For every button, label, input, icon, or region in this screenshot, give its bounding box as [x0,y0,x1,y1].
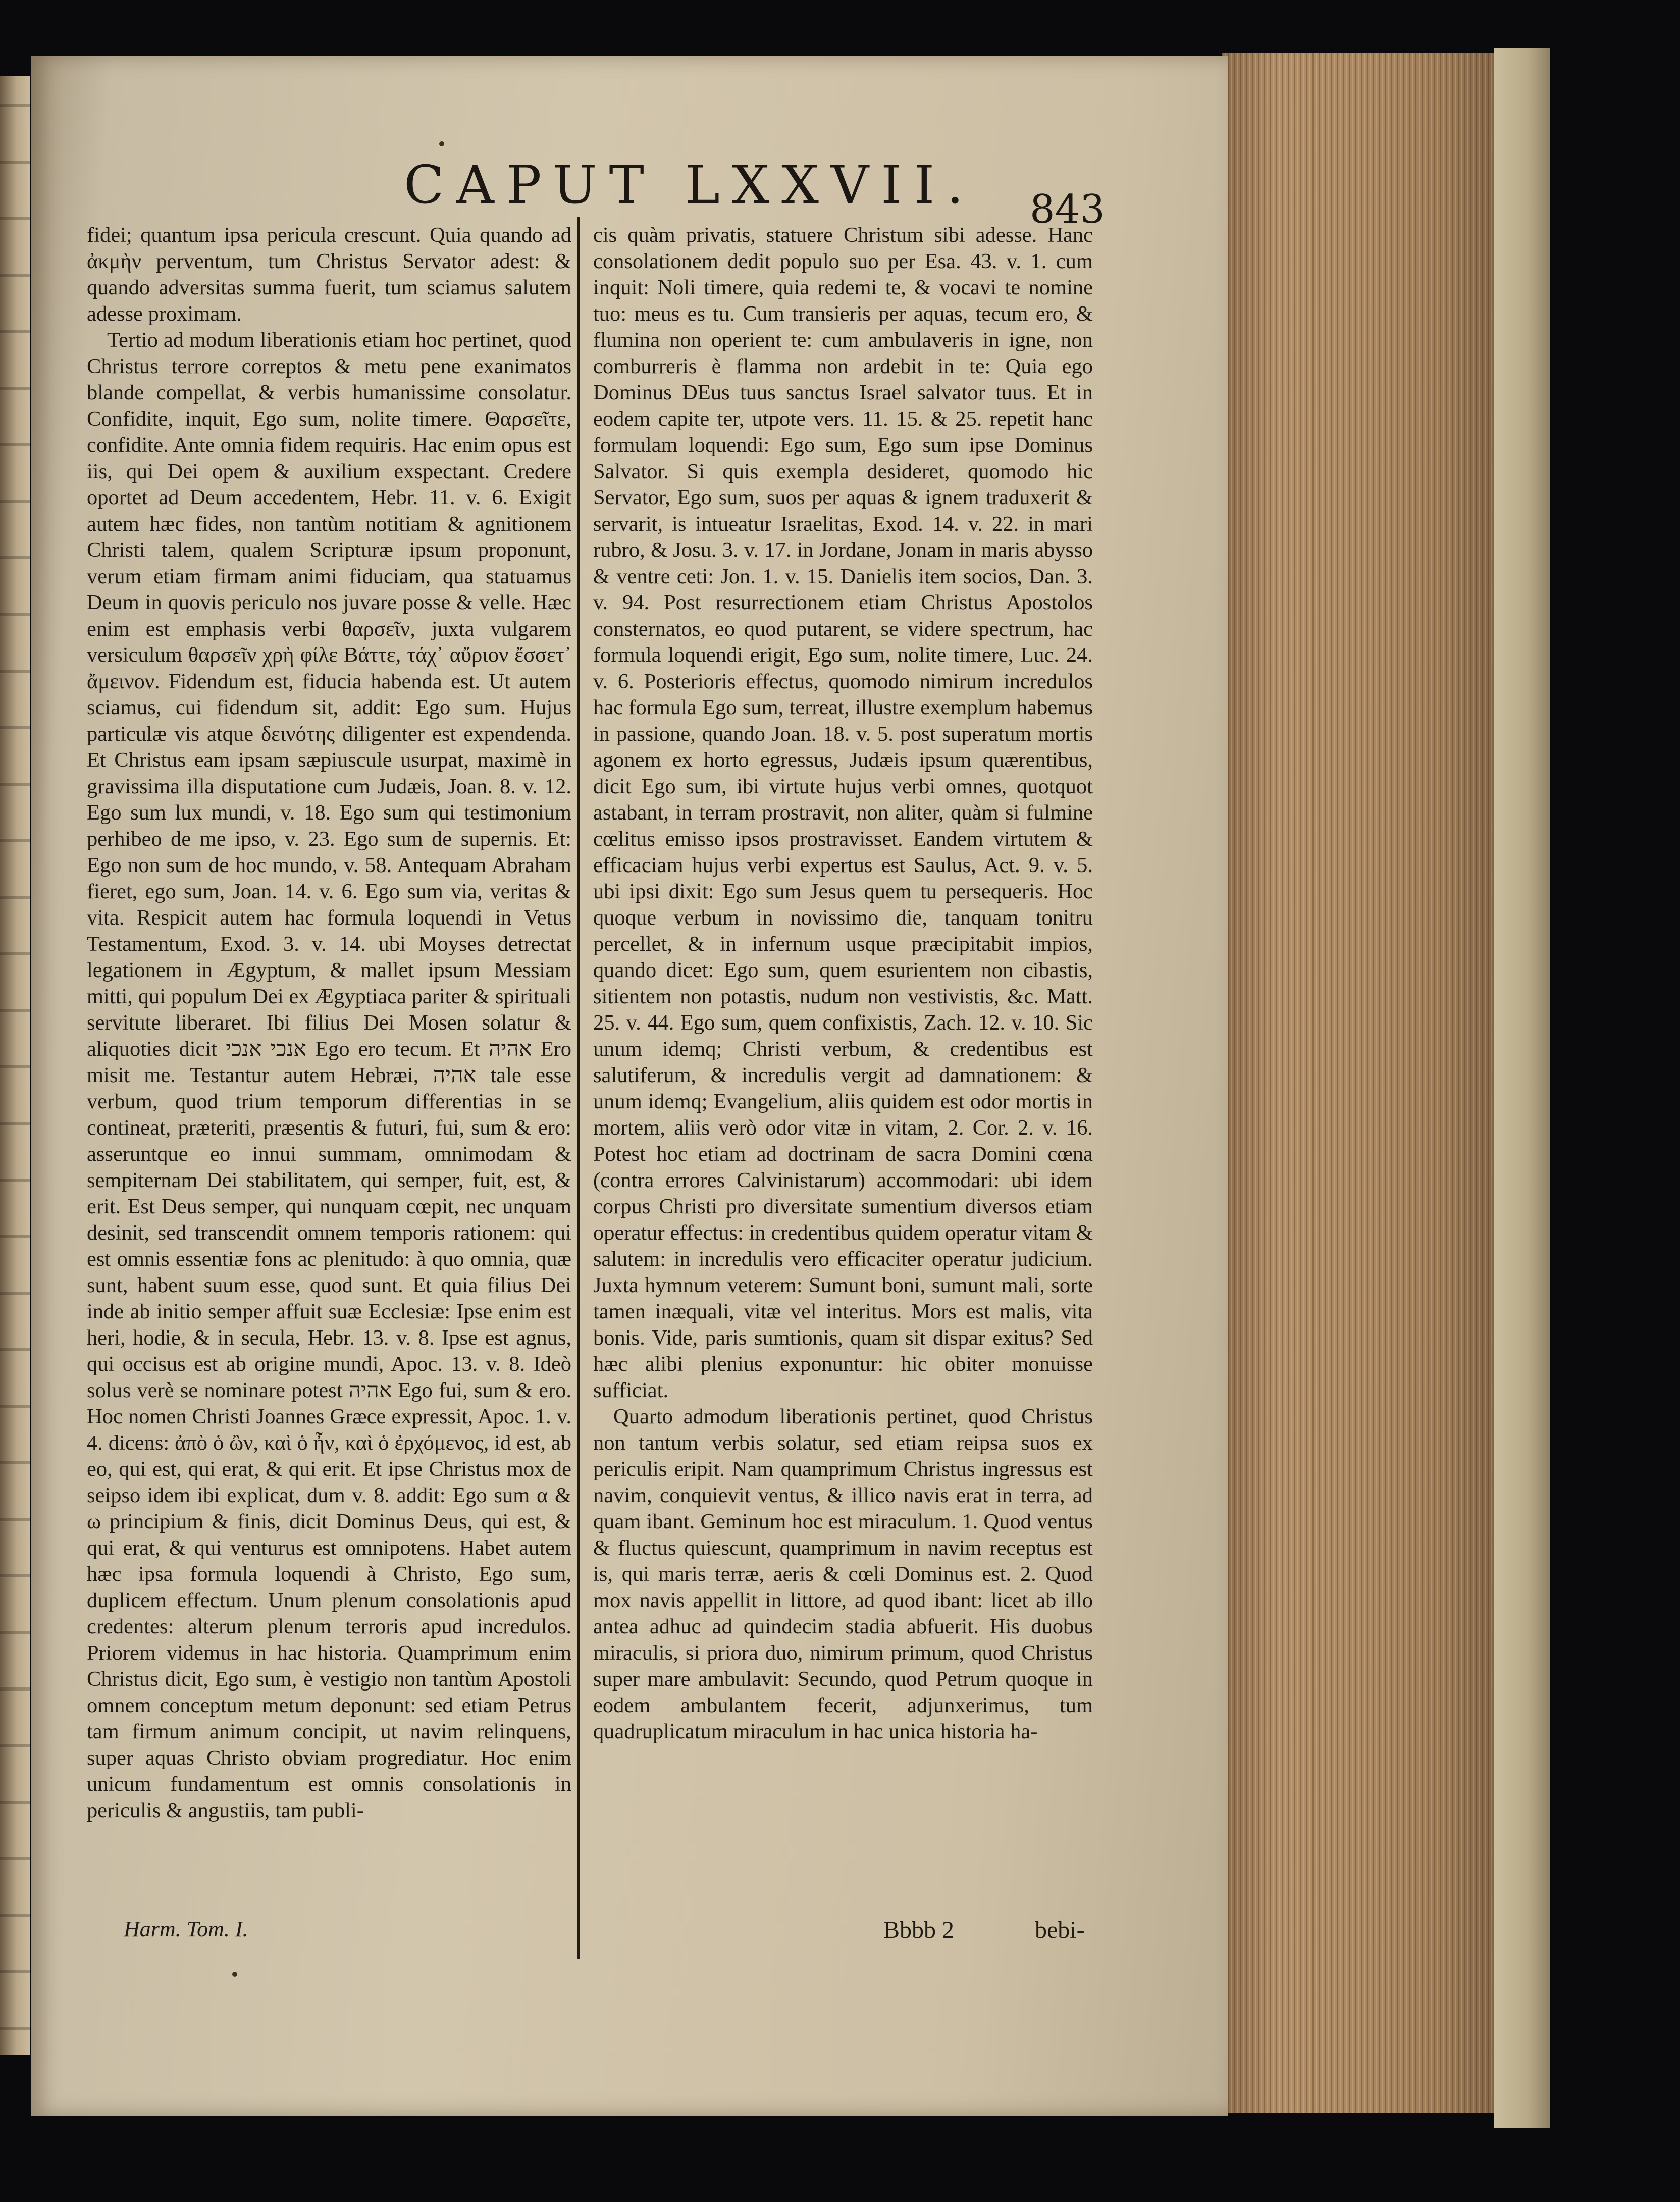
catchword: bebi- [1035,1917,1085,1943]
book-cover-board [1494,48,1550,2128]
gathering-signature-mark: Bbbb 2 [883,1917,955,1943]
book-fore-edge [1222,53,1504,2113]
facing-page-text-fragment [0,76,30,2055]
volume-signature: Harm. Tom. I. [124,1917,248,1941]
left-column [87,222,571,1824]
ink-speck [232,1972,237,1977]
page-number: 843 [1030,187,1105,232]
right-paragraph-1: cis quàm privatis, statuere Christum sibi adesse. Hanc consolationem dedit populo suo per Esa. 43. v. 1. cum inquit: Noli timere, quia redemi te, & vocavi te nomine tuo: meus es tu. Cum transieris per aquas, tecum ero, & flumina non operient te: cum ambulaveris in igne, non comburreris è flamma non ardebit in te: Quia ego Dominus DEus tuus sanctus Israel salvator tuus. Et in eodem capite ter, utpote vers. 11. 15. & 25. repetit hanc formulam loquendi: Ego sum, Ego sum ipse Dominus Salvator. Si quis exempla desideret, quomodo hic Servator, Ego sum, suos per aquas & ignem traduxerit & servarit, is intueatur Israelitas, Exod. 14. v. 22. in mari rubro, & Josu. 3. v. 17. in Jordane, Jonam in maris abysso & ventre ceti: Jon. 1. v. 15. Danielis item socios, Dan. 3. v. 94. Post resurrectionem etiam Christus Apostolos consternatos, eo quod putarent, se videre spectrum, hac formula loquendi erigit, Ego sum, nolite timere, Luc. 24. v. 6. Posterioris effectus, quomodo nimirum incredulos hac formula Ego sum, terreat, illustre exemplum habemus in passione, quando Joan. 18. v. 5. post superatum mortis agonem ex horto egressus, Judæis ipsum quærentibus, dicit Ego sum, ibi virtute hujus verbi omnes, quotquot astabant, in terram prostravit, non aliter, quàm si fulmine cœlitus emisso ipsos prostravisset. Eandem virtutem & efficaciam hujus verbi expertus est Saulus, Act. 9. v. 5. ubi ipsi dixit: Ego sum Jesus quem tu persequeris. Hoc quoque verbum in novissimo die, tanquam tonitru percellet, & in infernum usque præcipitabit impios, quando dicet: Ego sum, quem esurientem non cibastis, sitientem non potastis, nudum non vestivistis, &c. Matt. 25. v. 44. Ego sum, quem confixistis, Zach. 12. v. 10. Sic unum idemq; Christi verbum, & credentibus est salutiferum, & incredulis vergit ad damnationem: & unum idemq; Evangelium, aliis quidem est odor mortis in mortem, aliis verò odor vitæ in vitam, 2. Cor. 2. v. 16. Potest hoc etiam ad doctrinam de sacra Domini cœna (contra errores Calvinistarum) accommodari: ubi idem corpus Christi pro diversitate sumentium diversos etiam operatur effectus: in credentibus quidem operatur vitam & salutem: in incredulis vero efficaciter operatur judicium. Juxta hymnum veterem: Sumunt boni, sumunt mali, sorte tamen inæquali, vitæ vel interitus. Mors est malis, vita bonis. Vide, paris sumtionis, quam sit dispar exitus? Sed hæc alibi plenius exponuntur: hic obiter monuisse sufficiat. [593,223,1093,1402]
left-paragraph-2: Tertio ad modum liberationis etiam hoc pertinet, quod Christus terrore correptos & metu pene exanimatos blande compellat, & verbis humanissime consolatur. Confidite, inquit, Ego sum, nolite timere. Θαρσεῖτε, confidite. Ante omnia fidem requiris. Hac enim opus est iis, qui Dei opem & auxilium exspectant. Credere oportet ad Deum accedentem, Hebr. 11. v. 6. Exigit autem hæc fides, non tantùm notitiam & agnitionem Christi talem, qualem Scripturæ ipsum proponunt, verum etiam firmam animi fiduciam, qua statuamus Deum in quovis periculo nos juvare posse & velle. Hæc enim est emphasis verbi θαρσεῖν, juxta vulgarem versiculum θαρσεῖν χρὴ φίλε Βάττε, τάχ᾽ αὔριον ἔσσετ᾽ ἄμεινον. Fidendum est, fiducia habenda est. Ut autem sciamus, cui fidendum sit, addit: Ego sum. Hujus particulæ vis atque δεινότης diligenter est expendenda. Et Christus eam ipsam sæpiuscule usurpat, maximè in gravissima illa disputatione cum Judæis, Joan. 8. v. 12. Ego sum lux mundi, v. 18. Ego sum qui testimonium perhibeo de me ipso, v. 23. Ego sum de supernis. Et: Ego non sum de hoc mundo, v. 58. Antequam Abraham fieret, ego sum, Joan. 14. v. 6. Ego sum via, veritas & vita. Respicit autem hac formula loquendi in Vetus Testamentum, Exod. 3. v. 14. ubi Moyses detrectat legationem in Ægyptum, & mallet ipsum Messiam mitti, qui populum Dei ex Ægyptiaca pariter & spirituali servitute liberaret. Ibi filius Dei Mosen solatur & aliquoties dicit אנכי אנכי Ego ero tecum. Et אהיה Ero misit me. Testantur autem Hebræi, אהיה tale esse verbum, quod trium temporum differentias in se contineat, præteriti, præsentis & futuri, fui, sum & ero: asseruntque eo innui summam, omnimodam & sempiternam Dei stabilitatem, qui semper, fuit, est, & erit. Est Deus semper, qui nunquam cœpit, nec unquam desinit, sed transcendit omnem temporis rationem: qui est omnis essentiæ fons ac plenitudo: à quo omnia, quæ sunt, habent suum esse, quod sunt. Et quia filius Dei inde ab initio semper affuit suæ Ecclesiæ: Ipse enim est heri, hodie, & in secula, Hebr. 13. v. 8. Ipse est agnus, qui occisus est ab origine mundi, Apoc. 13. v. 8. Ideò solus verè se nominare potest אהיה Ego fui, sum & ero. Hoc nomen Christi Joannes Græce expressit, Apoc. 1. v. 4. dicens: ἀπὸ ὁ ὢν, καὶ ὁ ἦν, καὶ ὁ ἐρχόμενος, id est, ab eo, qui est, qui erat, & qui erit. Et ipse Christus mox de seipso idem ibi explicat, dum v. 8. addit: Ego sum α & ω principium & finis, dicit Dominus Deus, qui est, & qui erat, & qui venturus est omnipotens. Habet autem hæc ipsa formula loquendi à Christo, Ego sum, duplicem effectum. Unum plenum consolationis apud credentes: alterum plenum terroris apud incredulos. Priorem videmus in hac historia. Quamprimum enim Christus dicit, Ego sum, è vestigio non tantùm Apostoli omnem conceptum metum deponunt: sed etiam Petrus tam firmum animum concipit, ut navim relinquens, super aquas Christo obviam progrediatur. Hoc enim unicum fundamentum est omnis consolationis in periculis & angustiis, tam publi- [87,328,572,1822]
right-column [593,222,1093,1745]
running-head: CAPUT LXXVII. [404,154,976,216]
right-paragraph-2: Quarto admodum liberationis pertinet, quod Christus non tantum verbis solatur, sed etiam reipsa suos ex periculis eripit. Nam quamprimum Christus ingressus est navim, conquievit ventus, & illico navis erat in terra, ad quam ibant. Geminum hoc est miraculum. 1. Quod ventus & fluctus quiescunt, quamprimum in navim receptus est is, qui maris terræ, aeris & cœli Dominus est. 2. Quod mox navis appellit in littore, ad quod ibant: licet ab illo antea adhuc ad quindecim stadia abfuerit. His duobus miraculis, si priora duo, nimirum primum, quod Christus super mare ambulavit: Secundo, quod Petrum quoque in eodem ambulantem fecerit, adjunxerimus, tum quadruplicatum miraculum in hac unica historia ha- [593,1405,1093,1744]
column-divider-rule [577,217,580,1959]
left-paragraph-1: fidei; quantum ipsa pericula crescunt. Quia quando ad ἀκμὴν perventum, tum Christus Servator adest: & quando adversitas summa fuerit, tum sciamus salutem adesse proximam. [87,223,571,326]
ink-speck [439,141,444,146]
